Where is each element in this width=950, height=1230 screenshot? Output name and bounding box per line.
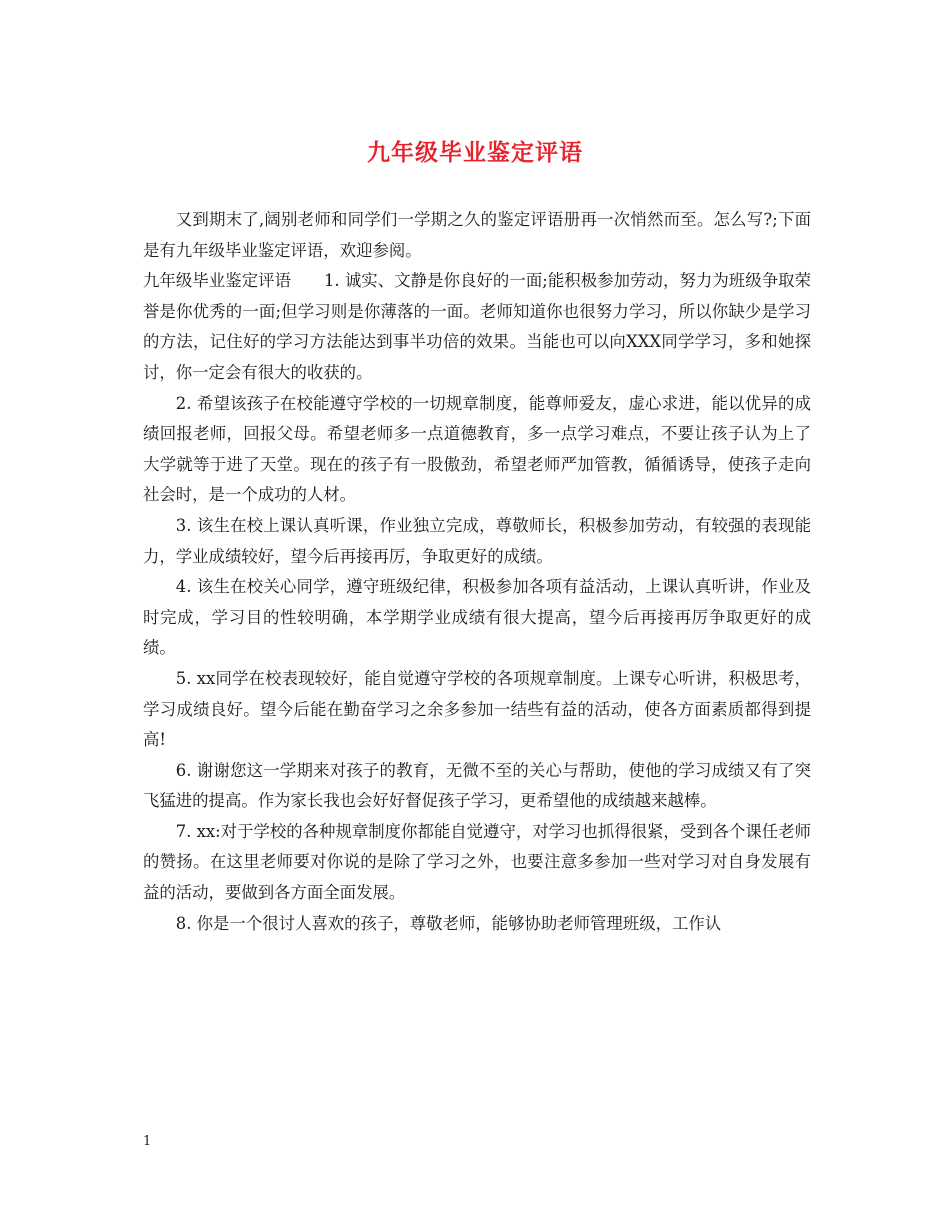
comment-paragraph-5: 5. xx同学在校表现较好，能自觉遵守学校的各项规章制度。上课专心听讲，积极思考，学习成绩良好。望今后能在勤奋学习之余多参加一结些有益的活动，使各方面素质都得到提高! bbox=[143, 668, 811, 750]
comment-paragraph-8: 8. 你是一个很讨人喜欢的孩子，尊敬老师，能够协助老师管理班级，工作认 bbox=[175, 913, 722, 933]
comment-paragraph-2: 2. 希望该孩子在校能遵守学校的一切规章制度，能尊师爱友，虚心求进，能以优异的成绩回报老师，回报父母。希望老师多一点道德教育，多一点学习难点，不要让孩子认为上了大学就等于进了天堂。现在的孩子有一股傲劲，希望老师严加管教，循循诱导，使孩子走向社会时，是一个成功的人材。 bbox=[143, 393, 811, 505]
page-number: 1 bbox=[143, 1134, 152, 1149]
document-body bbox=[143, 205, 811, 939]
intro-paragraph: 又到期末了,阔别老师和同学们一学期之久的鉴定评语册再一次悄然而至。怎么写?;下面是有九年级毕业鉴定评语，欢迎参阅。 bbox=[143, 210, 811, 260]
comment-paragraph-6: 6. 谢谢您这一学期来对孩子的教育，无微不至的关心与帮助，使他的学习成绩又有了突飞猛进的提高。作为家长我也会好好督促孩子学习，更希望他的成绩越来越棒。 bbox=[143, 760, 811, 811]
document-title: 九年级毕业鉴定评语 bbox=[367, 139, 583, 166]
comment-paragraph-4: 4. 该生在校关心同学，遵守班级纪律，积极参加各项有益活动，上课认真听讲，作业及时完成，学习目的性较明确，本学期学业成绩有很大提高，望今后再接再厉争取更好的成绩。 bbox=[143, 577, 811, 658]
comment-paragraph-1: 九年级毕业鉴定评语 1. 诚实、文静是你良好的一面;能积极参加劳动，努力为班级争取荣誉是你优秀的一面;但学习则是你薄落的一面。老师知道你也很努力学习，所以你缺少是学习的方法，记住好的学习方法能达到事半功倍的效果。当能也可以向XXX同学学习，多和她探讨，你一定会有很大的收获的。 bbox=[143, 271, 811, 382]
comment-paragraph-7: 7. xx:对于学校的各种规章制度你都能自觉遵守，对学习也抓得很紧，受到各个课任老师的赞扬。在这里老师要对你说的是除了学习之外，也要注意多参加一些对学习对自身发展有益的活动，要做到各方面全面发展。 bbox=[143, 821, 811, 903]
comment-paragraph-3: 3. 该生在校上课认真听课，作业独立完成，尊敬师长，积极参加劳动，有较强的表现能力，学业成绩较好，望今后再接再厉，争取更好的成绩。 bbox=[143, 515, 811, 566]
